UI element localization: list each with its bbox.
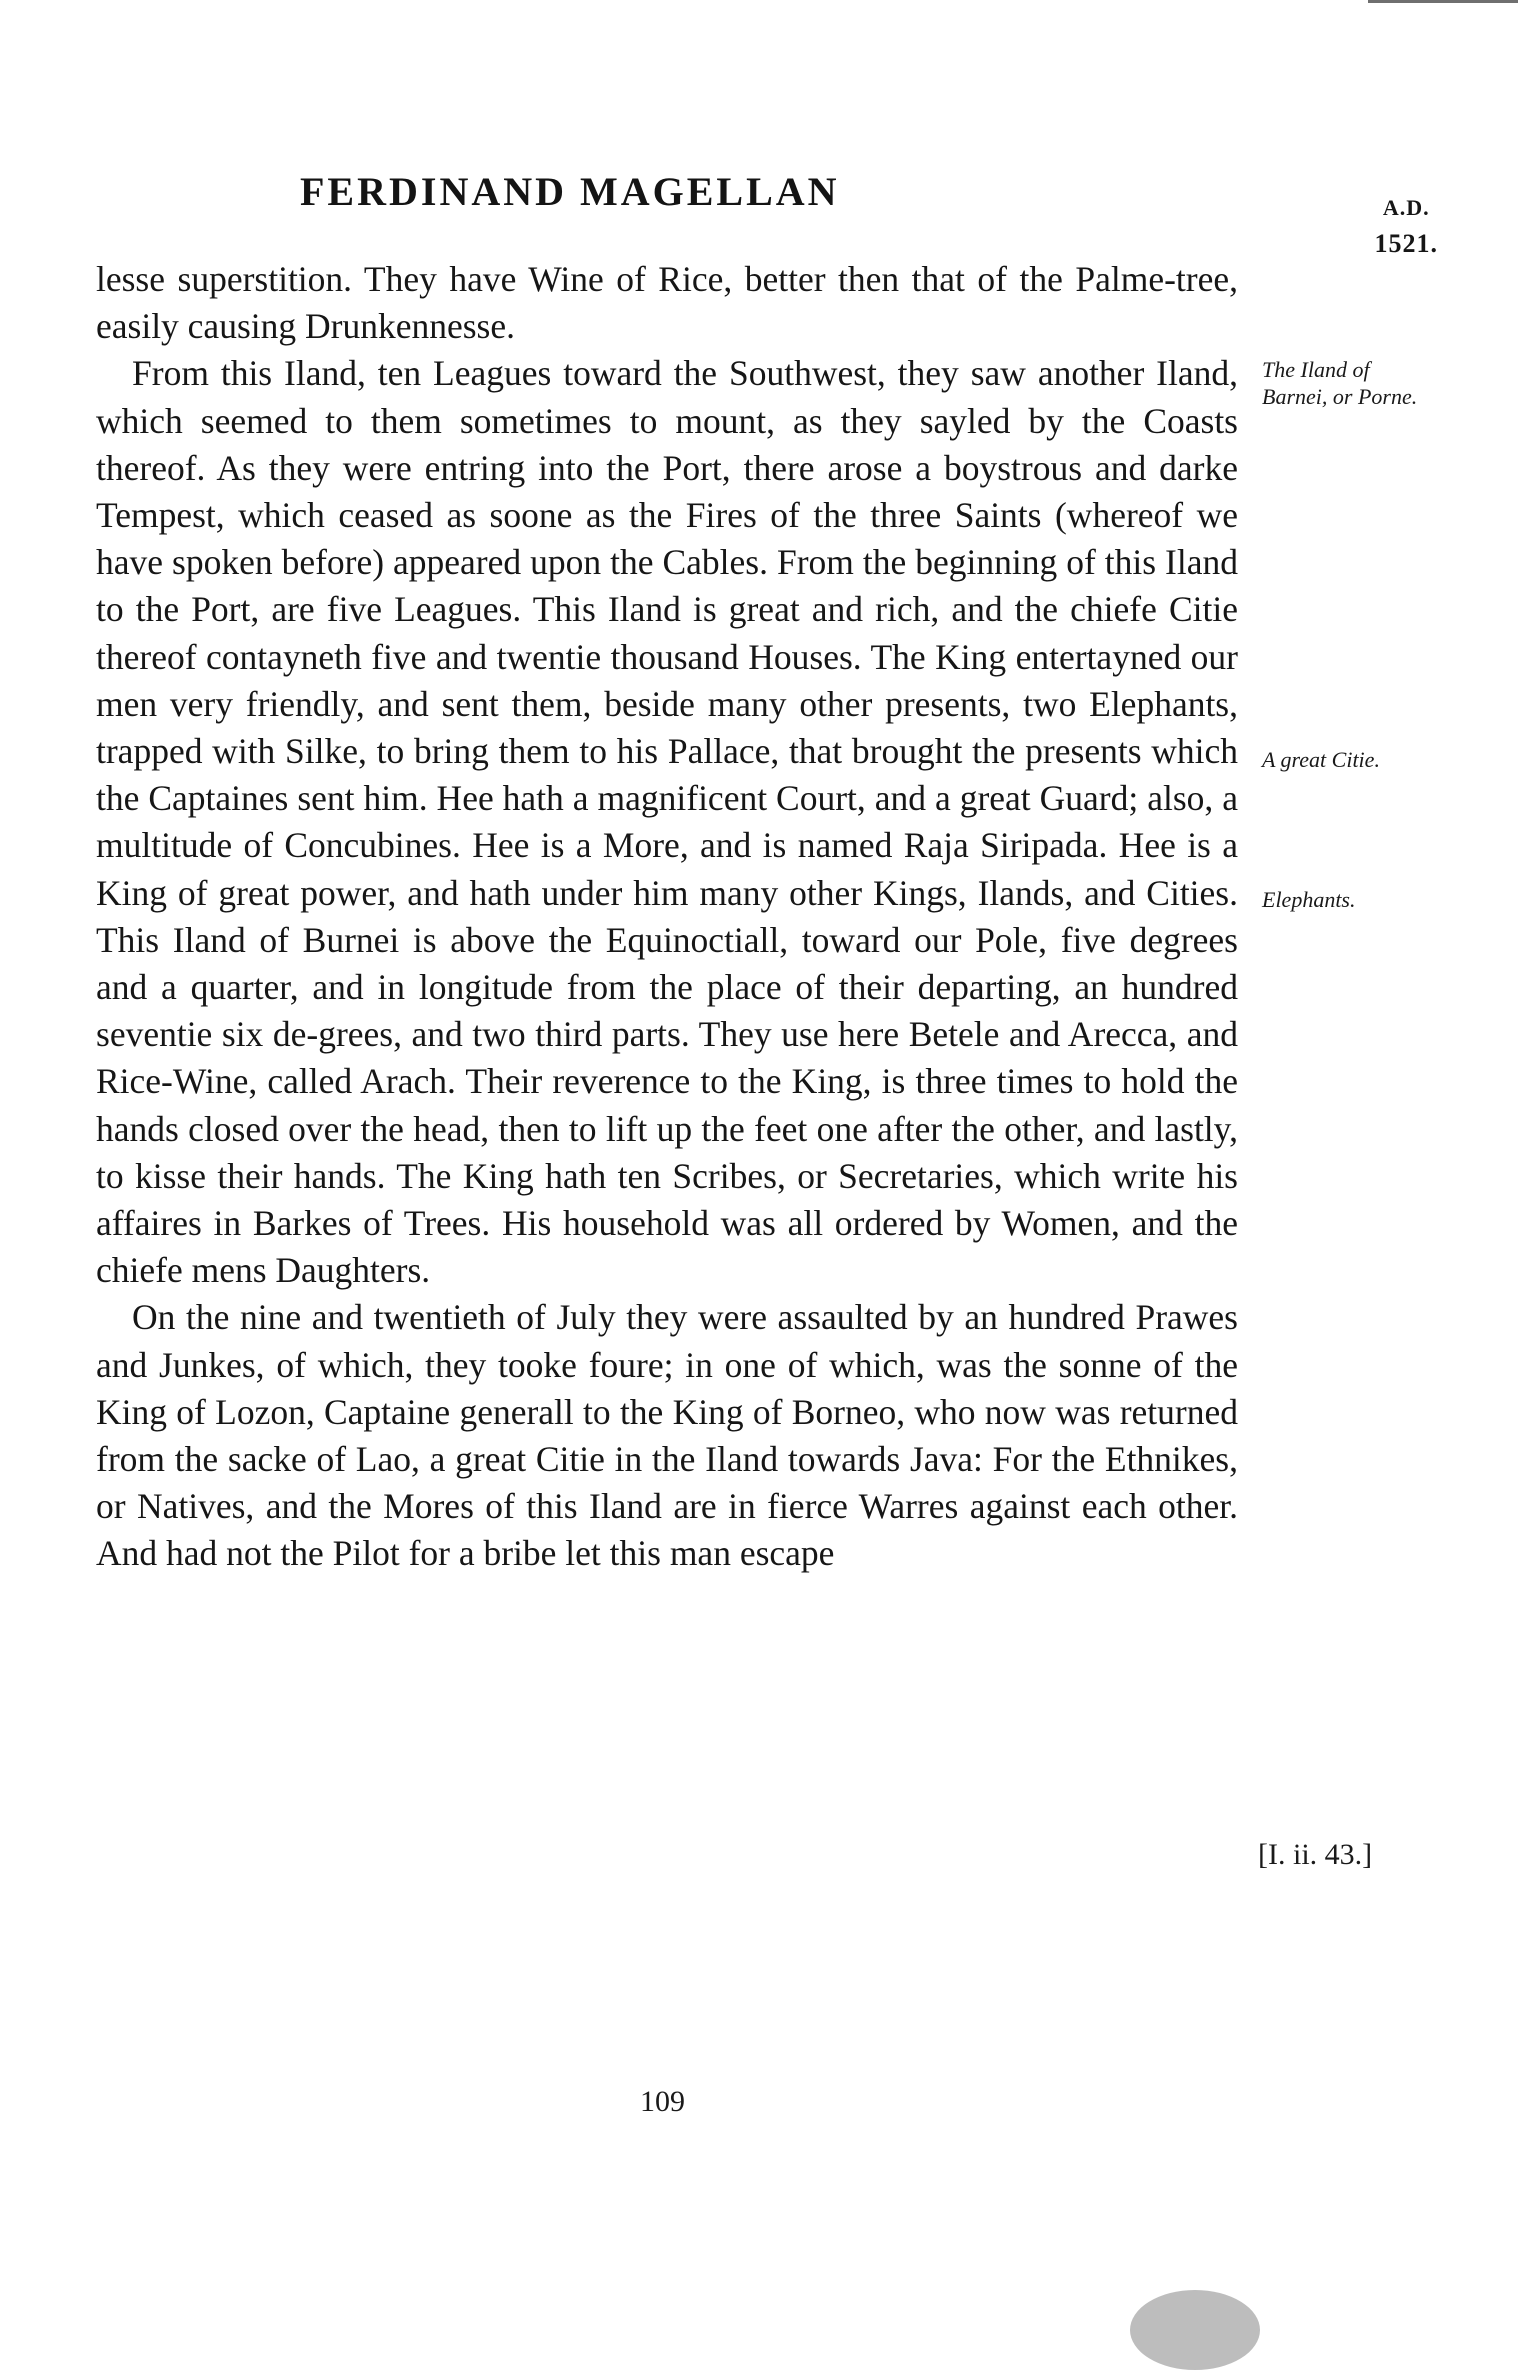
page-edge-shadow (1368, 0, 1518, 3)
margin-note-elephants: Elephants. (1262, 887, 1356, 912)
margin-year: 1521. (1374, 229, 1438, 258)
page-number: 109 (640, 2085, 685, 2118)
running-title: FERDINAND MAGELLAN (300, 169, 840, 214)
scan-smudge (1130, 2290, 1260, 2370)
paragraph: From this Iland, ten Leagues toward the Southwest, they saw another Iland, which seemed to them sometimes to mount, as they sayled by the Coasts thereof. As they were entring into the Port, there arose a boystrous and darke Tempest, which ceased as soone as the Fires of the three Saints (whereof we have spoken before) appeared upon the Cables. From the beginning of this Iland to the Port, are five Leagues. This Iland is great and rich, and the chiefe Citie thereof contayneth five and twentie thousand Houses. The King entertayned our men very friendly, and sent them, beside many other presents, two Elephants, trapped with Silke, to bring them to his Pallace, that brought the presents which the Captaines sent him. Hee hath a magnificent Court, and a great Guard; also, a multitude of Concubines. Hee is a More, and is named Raja Siripada. Hee is a King of great power, and hath under him many other Kings, Ilands, and Cities. This Iland of Burnei is above the Equinoctiall, toward our Pole, five degrees and a quarter, and in longitude from the place of their departing, an hundred seventie six de-grees, and two third parts. They use here Betele and Arecca, and Rice-Wine, called Arach. Their reverence to the King, is three times to hold the hands closed over the head, then to lift up the feet one after the other, and lastly, to kisse their hands. The King hath ten Scribes, or Secretaries, which write his affaires in Barkes of Trees. His household was all ordered by Women, and the chiefe mens Daughters. (96, 353, 1238, 1291)
margin-note-great-citie: A great Citie. (1262, 747, 1380, 772)
paragraph: lesse superstition. They have Wine of Rice, better then that of the Palme-tree, easily causing Drunkennesse. (96, 259, 1238, 347)
original-page-reference: [I. ii. 43.] (1258, 1838, 1373, 1871)
margin-date (1375, 190, 1439, 262)
margin-era: A.D. (1382, 195, 1430, 220)
margin-note-iland-of-barnei: The Iland of Barnei, or Porne. (1262, 357, 1418, 409)
body-text (96, 256, 1238, 1578)
paragraph: On the nine and twentieth of July they were assaulted by an hundred Prawes and Junkes, of which, they tooke foure; in one of which, was the sonne of the King of Lozon, Captaine generall to the King of Borneo, who now was returned from the sacke of Lao, a great Citie in the Iland towards Java: For the Ethnikes, or Natives, and the Mores of this Iland are in fierce Warres against each other. And had not the Pilot for a bribe let this man escape (96, 1297, 1238, 1574)
